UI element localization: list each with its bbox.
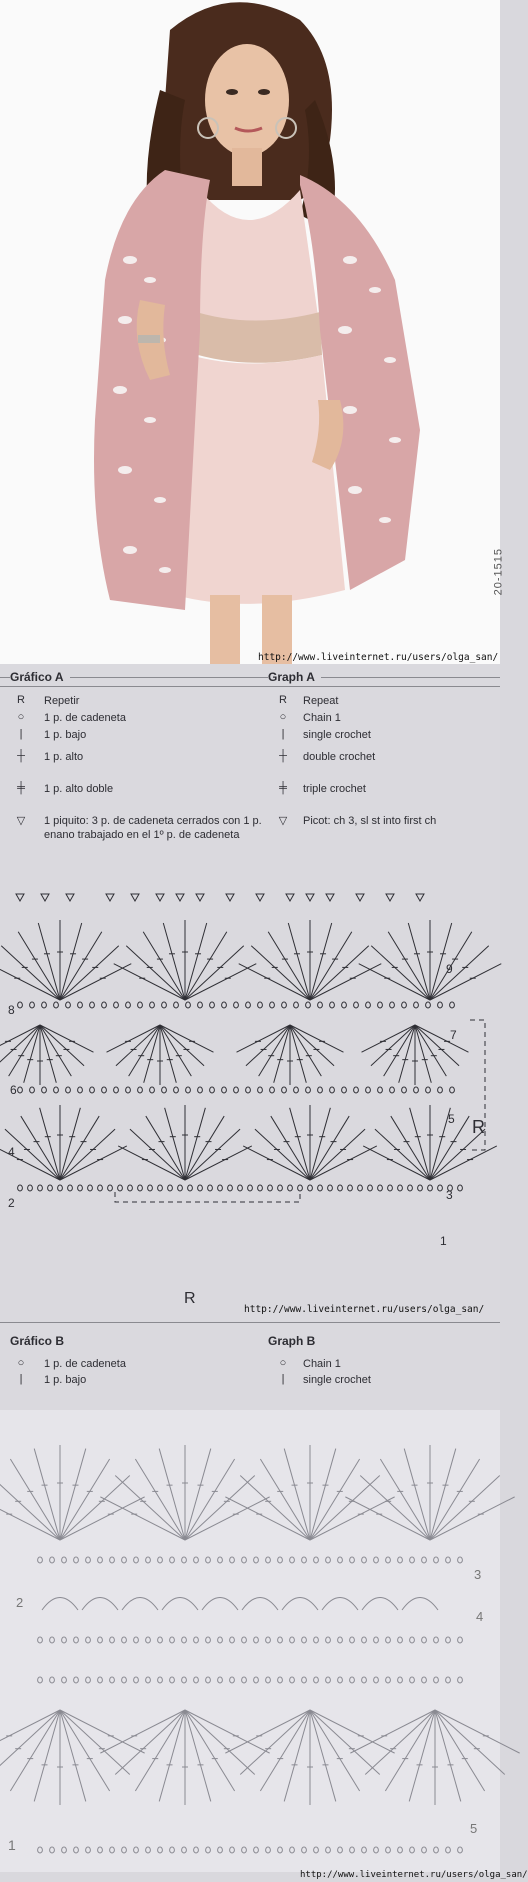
chain-icon: ○ [279, 711, 287, 723]
model-photo [0, 0, 504, 664]
legend-en-dc: double crochet [303, 751, 376, 763]
legend-en-tr: triple crochet [303, 783, 366, 795]
graph-b-title-en: Graph B [268, 1334, 316, 1348]
double-crochet-icon: ┼ [279, 750, 287, 762]
row-number-4: 4 [8, 1145, 15, 1159]
graph-b-row-1: 1 [8, 1837, 16, 1853]
single-crochet-icon: | [281, 1373, 285, 1385]
triple-crochet-icon: ╪ [279, 782, 287, 794]
legend-es-alto-doble: 1 p. alto doble [44, 783, 114, 795]
row-number-5: 5 [448, 1112, 455, 1126]
photo-side-code: 20-1515 [492, 548, 504, 596]
graph-b-row-5: 5 [470, 1821, 478, 1836]
graph-a-chart [0, 880, 500, 1020]
single-crochet-icon: | [19, 728, 23, 740]
legend-es-picot: 1 piquito: 3 p. de cadeneta cerrados con 1 p. enano trabajado en el 1º p. de cadeneta [44, 815, 262, 841]
repeat-symbol: R [279, 694, 287, 706]
repeat-label-vertical: R [472, 1117, 485, 1137]
middle-divider [0, 1322, 500, 1323]
graph-b-title-es: Gráfico B [10, 1334, 65, 1348]
row-number-8: 8 [8, 1003, 15, 1017]
top-divider-2 [0, 686, 500, 687]
graph-b-legend-es-bajo: 1 p. bajo [44, 1374, 87, 1386]
picot-icon: ▽ [16, 815, 26, 827]
legend-en-picot: Picot: ch 3, sl st into first ch [303, 815, 437, 827]
picot-icon: ▽ [278, 815, 288, 827]
legend-en-repeat: Repeat [303, 695, 339, 707]
legend-es-chain: 1 p. de cadeneta [44, 712, 126, 724]
graph-b-row-2: 2 [16, 1595, 24, 1610]
single-crochet-icon: | [19, 1373, 23, 1385]
row-number-9: 9 [446, 962, 453, 976]
top-divider [0, 677, 500, 678]
legend-es-bajo: 1 p. bajo [44, 729, 87, 741]
legend-es-alto: 1 p. alto [44, 751, 84, 763]
legend-en-chain: Chain 1 [303, 712, 341, 724]
triple-crochet-icon: ╪ [17, 782, 25, 794]
graph-a-stitches [0, 894, 501, 1008]
chain-icon: ○ [17, 1357, 25, 1369]
graph-b-row-4: 4 [476, 1609, 484, 1624]
row-number-7: 7 [450, 1028, 457, 1042]
double-crochet-icon: ┼ [17, 750, 25, 762]
graph-b-legend-en-chain: Chain 1 [303, 1358, 341, 1370]
row-number-2: 2 [8, 1196, 15, 1210]
repeat-label-horizontal: R [184, 1290, 196, 1307]
legend-en-sc: single crochet [303, 729, 371, 741]
graph-b-row-3: 3 [474, 1567, 482, 1582]
chain-icon: ○ [17, 711, 25, 723]
graph-a-chart-lower [0, 1020, 500, 1210]
legend-es-repeat: Repetir [44, 695, 80, 707]
row-number-3: 3 [446, 1188, 453, 1202]
graph-a-stitches-lower [0, 1020, 497, 1202]
watermark-url: http://www.liveinternet.ru/users/olga_san/ [244, 1304, 485, 1315]
graph-a-title-es: Gráfico A [10, 670, 70, 684]
single-crochet-icon: | [281, 728, 285, 740]
graph-b-chart [0, 1410, 500, 1872]
graph-b-legend-en-sc: single crochet [303, 1374, 371, 1386]
row-number-1: 1 [440, 1234, 447, 1248]
graph-a-title-en: Graph A [268, 670, 321, 684]
chain-icon: ○ [279, 1357, 287, 1369]
watermark-url: http://www.liveinternet.ru/users/olga_san/ [300, 1870, 528, 1880]
row-number-6: 6 [10, 1083, 17, 1097]
repeat-symbol: R [17, 694, 25, 706]
model-illustration [0, 0, 500, 664]
graph-b-legend-es-chain: 1 p. de cadeneta [44, 1358, 126, 1370]
watermark-url: http://www.liveinternet.ru/users/olga_san/ [258, 652, 499, 663]
